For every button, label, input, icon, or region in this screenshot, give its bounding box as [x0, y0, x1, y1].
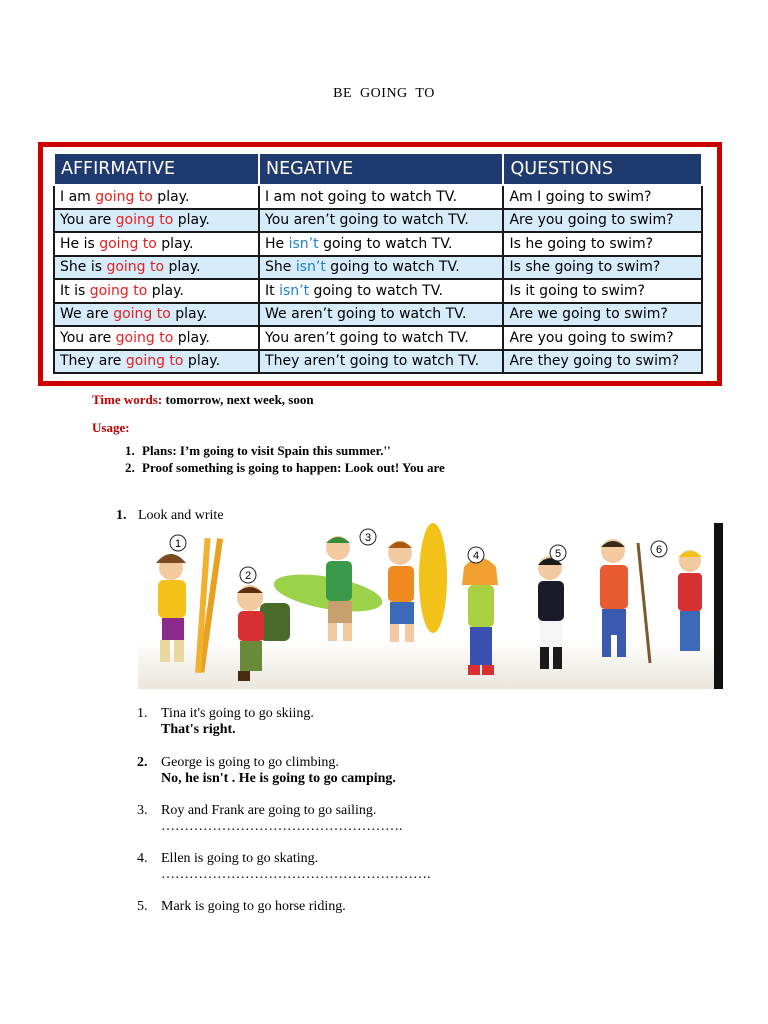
negative-cell: I am not going to watch TV.: [259, 185, 503, 209]
item-answer: No, he isn't . He is going to go camping.: [161, 771, 396, 786]
svg-text:2: 2: [244, 570, 252, 582]
affirmative-cell: You are going to play.: [54, 326, 259, 350]
affirmative-cell: You are going to play.: [54, 209, 259, 233]
affirmative-cell: They are going to play.: [54, 350, 259, 374]
usage-label: Usage:: [92, 420, 130, 435]
child-2-figure: [237, 585, 290, 681]
time-words-text: tomorrow, next week, soon: [162, 392, 314, 407]
svg-text:6: 6: [655, 544, 663, 556]
svg-text:3: 3: [364, 532, 372, 544]
question-cell: Is it going to swim?: [503, 279, 702, 303]
page-title: BE GOING TO: [333, 86, 435, 101]
item-answer: That's right.: [161, 722, 236, 737]
item-question: Ellen is going to go skating.: [161, 851, 319, 866]
svg-text:1: 1: [174, 538, 182, 550]
question-cell: Are we going to swim?: [503, 303, 702, 327]
figure-number-3: [360, 529, 376, 545]
time-words-label: Time words:: [92, 392, 163, 407]
question-cell: Is she going to swim?: [503, 256, 702, 280]
grammar-table-panel: [43, 147, 717, 381]
item-number: 5.: [137, 899, 148, 914]
usage-item: 1. Plans: I’m going to visit Spain this summer.'': [138, 442, 445, 459]
exercise-item: [137, 899, 431, 915]
question-cell: Are they going to swim?: [503, 350, 702, 374]
question-cell: Am I going to swim?: [503, 185, 702, 209]
table-row: [54, 303, 702, 327]
negative-cell: You aren’t going to watch TV.: [259, 209, 503, 233]
item-number: 2.: [137, 755, 148, 770]
children-illustration-drawing: [138, 523, 714, 689]
exercise-number: 1.: [116, 508, 127, 523]
negative-cell: They aren’t going to watch TV.: [259, 350, 503, 374]
item-number: 1.: [137, 706, 148, 721]
negative-cell: We aren’t going to watch TV.: [259, 303, 503, 327]
svg-text:5: 5: [554, 548, 562, 560]
item-number: 4.: [137, 851, 148, 866]
exercise-title: Look and write: [138, 508, 224, 523]
affirmative-cell: It is going to play.: [54, 279, 259, 303]
figure-number-6: [651, 541, 667, 557]
exercise-item: [137, 803, 431, 835]
question-cell: Are you going to swim?: [503, 209, 702, 233]
negative-cell: You aren’t going to watch TV.: [259, 326, 503, 350]
figure-number-2: [240, 567, 256, 583]
exercise-item: [137, 706, 431, 738]
header-questions: QUESTIONS: [503, 153, 702, 185]
usage-list: [114, 442, 445, 476]
negative-cell: He isn’t going to watch TV.: [259, 232, 503, 256]
header-negative: NEGATIVE: [259, 153, 503, 185]
table-row: [54, 185, 702, 209]
children-illustration: [138, 523, 723, 689]
affirmative-cell: We are going to play.: [54, 303, 259, 327]
child-6-figure: [600, 539, 702, 663]
item-question: George is going to go climbing.: [161, 755, 339, 770]
figure-number-1: [170, 535, 186, 551]
header-affirmative: AFFIRMATIVE: [54, 153, 259, 185]
affirmative-cell: He is going to play.: [54, 232, 259, 256]
figure-number-5: [550, 545, 566, 561]
question-cell: Is he going to swim?: [503, 232, 702, 256]
negative-cell: It isn’t going to watch TV.: [259, 279, 503, 303]
exercise-list: [138, 706, 431, 915]
table-row: [54, 256, 702, 280]
affirmative-cell: She is going to play.: [54, 256, 259, 280]
picture-edge: [714, 523, 723, 689]
child-3-figure: [271, 523, 447, 642]
answer-blank[interactable]: ………………………………………………….: [161, 867, 431, 882]
table-row: [54, 350, 702, 374]
svg-text:4: 4: [472, 550, 480, 562]
exercise-heading: [116, 508, 224, 524]
grammar-table: [53, 152, 703, 374]
item-question: Roy and Frank are going to go sailing.: [161, 803, 377, 818]
figure-number-4: [468, 547, 484, 563]
table-row: [54, 232, 702, 256]
table-row: [54, 279, 702, 303]
exercise-item: [137, 851, 431, 883]
child-4-figure: [462, 558, 498, 675]
time-words: [92, 392, 314, 408]
usage-item: 2. Proof something is going to happen: Look out! You are: [138, 459, 445, 476]
item-question: Tina it's going to go skiing.: [161, 706, 314, 721]
question-cell: Are you going to swim?: [503, 326, 702, 350]
item-question: Mark is going to go horse riding.: [161, 899, 346, 914]
table-row: [54, 326, 702, 350]
child-1-figure: [156, 538, 223, 673]
item-number: 3.: [137, 803, 148, 818]
table-header-row: [54, 153, 702, 185]
answer-blank[interactable]: …………………………………………….: [161, 819, 403, 834]
exercise-item: [137, 755, 431, 787]
negative-cell: She isn’t going to watch TV.: [259, 256, 503, 280]
child-5-figure: [538, 556, 564, 669]
affirmative-cell: I am going to play.: [54, 185, 259, 209]
grammar-table-frame: [38, 142, 722, 386]
table-row: [54, 209, 702, 233]
